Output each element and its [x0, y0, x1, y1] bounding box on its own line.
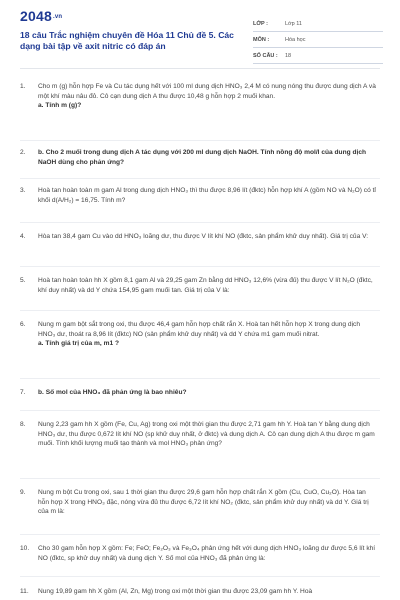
question-text: Hòa tan 38,4 gam Cu vào dd HNO₃ loãng dư, thu được V lít khí NO (đktc, sản phẩm khử duy nhất). Giá trị của V: — [38, 233, 369, 240]
question-number: 10. — [20, 545, 30, 552]
question-number: 5. — [20, 277, 26, 284]
meta-value: Hóa học — [285, 37, 306, 43]
question-body — [38, 544, 378, 563]
question-divider — [20, 378, 380, 379]
question-number: 3. — [20, 187, 26, 194]
meta-row-count — [253, 48, 383, 64]
question-number: 8. — [20, 421, 26, 428]
meta-row-class — [253, 16, 383, 32]
question-body — [38, 82, 378, 111]
question-text: Hoà tan hoàn toàn m gam Al trong dung dịch HNO₃ thì thu được 8,96 lít (đktc) hỗn hợp khí A (gồm NO và N₂O) có tỉ khối d(A/H₂) = 16,75. Tính m? — [38, 187, 376, 204]
question-divider — [20, 534, 380, 535]
question-ask: b. Cho 2 muối trong dung dịch A tác dụng với 200 ml dung dịch NaOH. Tính nồng độ mol/l của dung dịch NaOH dùng cho phản ứng? — [38, 149, 367, 166]
question-divider — [20, 576, 380, 577]
document-title: 18 câu Trắc nghiệm chuyên đề Hóa 11 Chủ đề 5. Các dạng bài tập về axit nitric có đáp án — [20, 30, 234, 51]
question-body — [38, 388, 378, 398]
meta-value: Lớp 11 — [285, 21, 302, 27]
meta-key: MÔN : — [253, 37, 270, 43]
question-text: Nung m gam bột sắt trong oxi, thu được 46,4 gam hỗn hợp chất rắn X. Hoà tan hết hỗn hợp X trong dung dịch HNO₃ dư, thoát ra 8,96 lít (đktc) NO (sản phẩm khử duy nhất) và dd Y chứa m1 gam muối nitrat. — [38, 321, 360, 338]
question-text: Hoà tan hoàn toàn hh X gồm 8,1 gam Al và 29,25 gam Zn bằng dd HNO₃ 12,6% (vừa đủ) thu được V lít N₂O (đktc, khí duy nhất) và dd Y chứa 154,95 gam muối tan. Giá trị của V là: — [38, 277, 373, 294]
document-meta — [253, 16, 383, 64]
question-divider — [20, 266, 380, 267]
question-text: Nung 19,89 gam hh X gồm (Al, Zn, Mg) trong oxi một thời gian thu được 23,09 gam hh Y. Hoà — [38, 588, 313, 595]
question-body — [38, 320, 378, 349]
site-logo-suffix: .vn — [52, 14, 63, 21]
question-body — [38, 186, 378, 205]
meta-key: LỚP : — [253, 21, 268, 27]
question-body — [38, 276, 378, 295]
question-number: 11. — [20, 588, 29, 595]
question-ask: a. Tính giá trị của m, m1 ? — [38, 340, 119, 348]
question-ask: a. Tính m (g)? — [38, 102, 82, 110]
meta-value: 18 — [285, 53, 292, 59]
question-text: Nung m bột Cu trong oxi, sau 1 thời gian thu được 29,6 gam hỗn hợp chất rắn X gồm (Cu, CuO, Cu₂O). Hòa tan hỗn hợp X trong HNO₃ đặc, nóng vừa đủ thu được 6,72 lít khí NO₂ (đktc, sản phẩm khử duy nhất) và dd Y. Giá trị của m là: — [38, 489, 369, 516]
question-body — [38, 488, 378, 517]
question-divider — [20, 310, 380, 311]
document-header — [0, 0, 400, 64]
question-number: 9. — [20, 489, 26, 496]
question-number: 2. — [20, 149, 26, 156]
question-body — [38, 587, 378, 597]
question-body — [38, 420, 378, 449]
question-item — [20, 587, 380, 599]
question-ask: b. Số mol của HNO₃ đã phản ứng là bao nhiêu? — [38, 389, 187, 396]
question-number: 7. — [20, 389, 26, 396]
question-divider — [20, 222, 380, 223]
header-divider — [20, 68, 380, 69]
site-logo[interactable] — [20, 8, 62, 24]
question-divider — [20, 410, 380, 411]
question-text: Nung 2,23 gam hh X gồm (Fe, Cu, Ag) trong oxi một thời gian thu được 2,71 gam hh Y. Hoà tan Y bằng dung dịch HNO₃ dư, thu được 0,672 lít khí NO (sp khử duy nhất, ở đktc) và dung dịch A. Cô cạn dung dịch A thu được m gam muối. Tính khối lượng muối tạo thành và mol HNO₃ phản ứng? — [38, 421, 375, 448]
question-divider — [20, 478, 380, 479]
question-body — [38, 232, 378, 242]
question-text: Cho m (g) hỗn hợp Fe và Cu tác dụng hết với 100 ml dung dịch HNO₃ 2,4 M có nung nóng thu được dung dịch A và một khí màu nâu đỏ. Cô cạn dung dịch A thu được 10,48 g hỗn hợp 2 muối khan. — [38, 83, 376, 100]
meta-key: SỐ CÂU : — [253, 53, 278, 59]
site-logo-text: 2048 — [20, 8, 52, 24]
question-text: Cho 30 gam hỗn hợp X gồm: Fe; FeO; Fe₂O₃ và Fe₃O₄ phản ứng hết với dung dịch HNO₃ loãng dư được 5,6 lít khí NO (đktc, sp khử duy nhất) và dung dịch Y. Số mol của HNO₃ đã phản ứng là: — [38, 545, 376, 562]
question-divider — [20, 140, 380, 141]
question-number: 1. — [20, 83, 26, 90]
question-number: 4. — [20, 233, 26, 240]
meta-row-subject — [253, 32, 383, 48]
question-number: 6. — [20, 321, 26, 328]
question-divider — [20, 178, 380, 179]
question-body — [38, 148, 378, 167]
